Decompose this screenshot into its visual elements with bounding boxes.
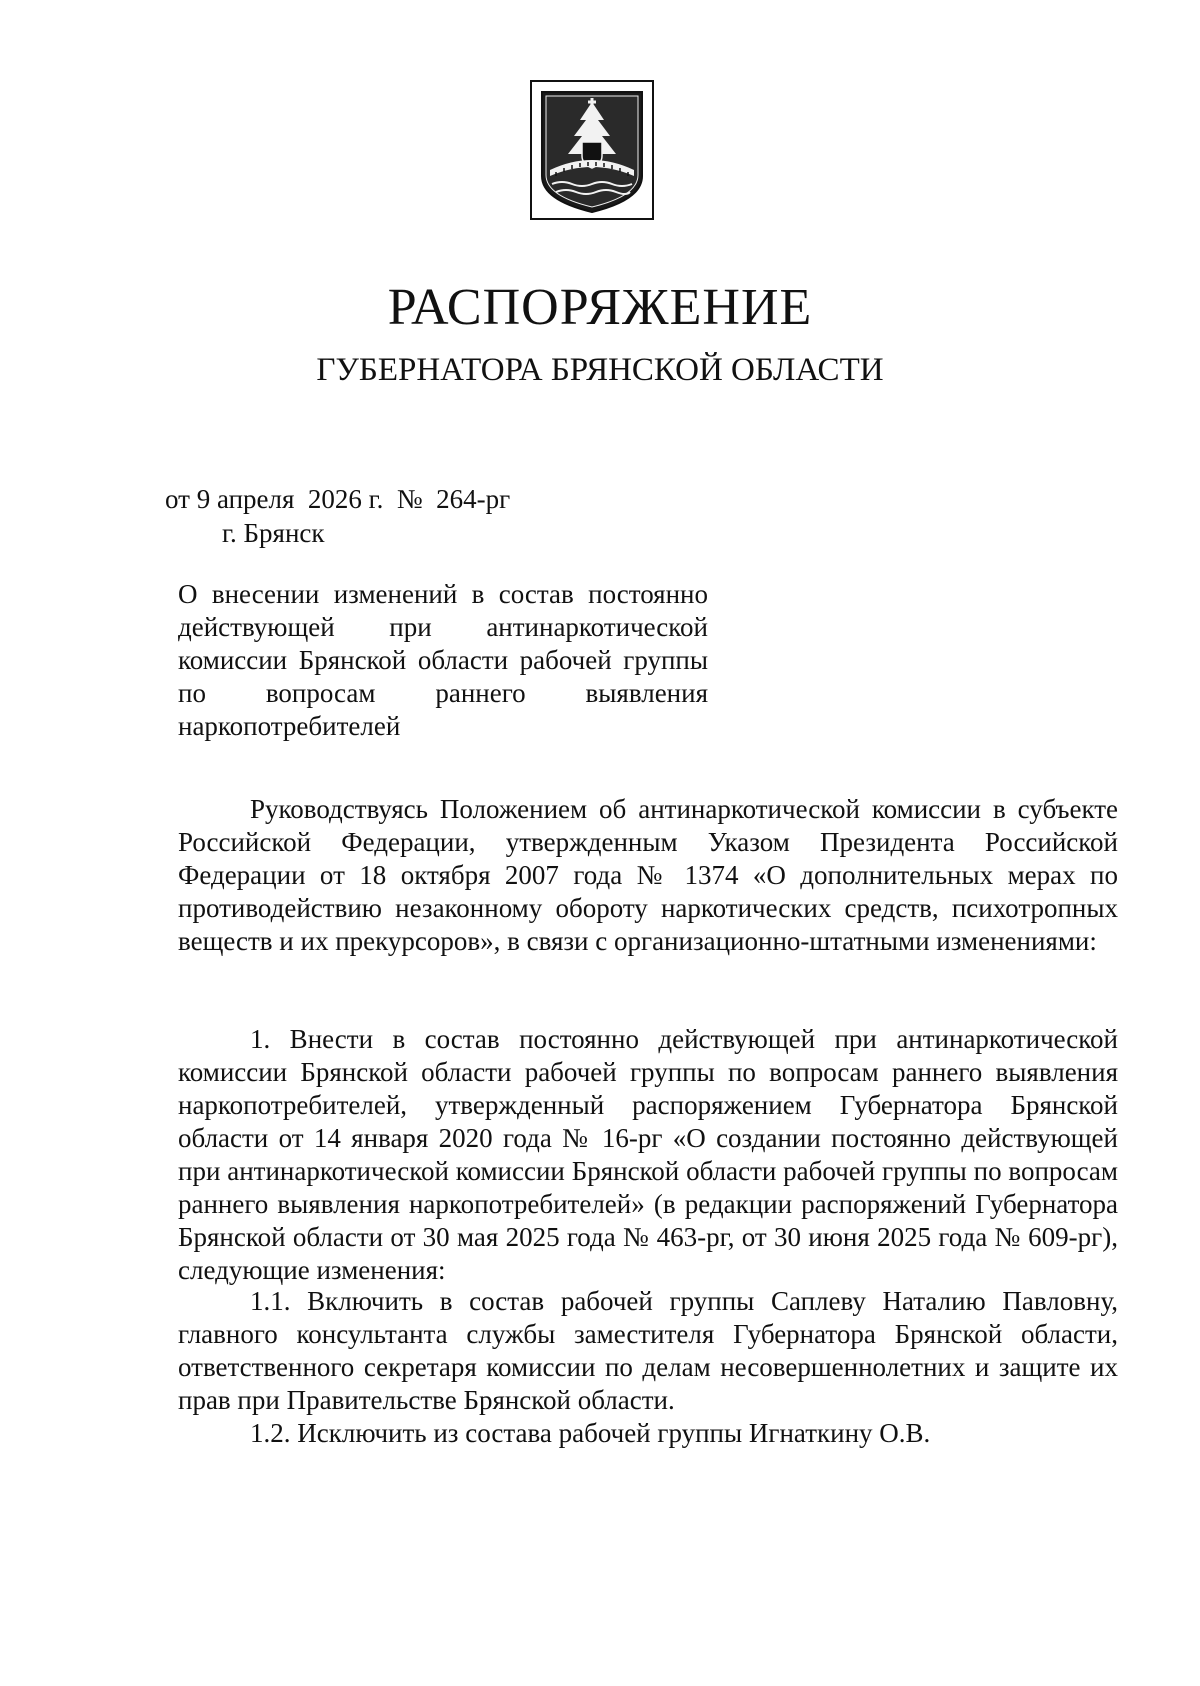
preamble-text: Руководствуясь Положением об антинаркотической комиссии в субъекте Российской Федерации, утвержденным Указом Президента Российской Федерации от 18 октября 2007 года № 1374 «О дополнительных мерах по противодействию незаконному обороту наркотических средств, психотропных веществ и их прекурсоров», в связи с организационно-штатными изменениями: [178, 794, 1118, 956]
item-1-text: 1. Внести в состав постоянно действующей при антинаркотической комиссии Брянской области рабочей группы по вопросам раннего выявления наркопотребителей, утвержденный распоряжением Губернатора Брянской области от 14 января 2020 года № 16-рг «О создании постоянно действующей при антинаркотической комиссии Брянской области рабочей группы по вопросам раннего выявления наркопотребителей» (в редакции распоряжений Губернатора Брянской области от 30 мая 2025 года № 463-рг, от 30 июня 2025 года № 609-рг), следующие изменения: [178, 1024, 1118, 1285]
coat-of-arms-icon [530, 80, 654, 220]
subject-heading: О внесении изменений в состав постоянно действующей при антинаркотической комиссии Брянской области рабочей группы по вопросам раннего выявления наркопотребителей [178, 579, 708, 741]
item-1-2-text: 1.2. Исключить из состава рабочей группы Игнаткину О.В. [250, 1418, 931, 1448]
item-1-1-paragraph [178, 1285, 1118, 1417]
item-1-1-text: 1.1. Включить в состав рабочей группы Саплеву Наталию Павловну, главного консультанта службы заместителя Губернатора Брянской области, ответственного секретаря комиссии по делам несовершеннолетних и защите их прав при Правительстве Брянской области. [178, 1286, 1118, 1415]
preamble-paragraph [178, 793, 1118, 958]
city-line: г. Брянск [222, 518, 325, 548]
document-title: РАСПОРЯЖЕНИЕ [387, 279, 813, 336]
item-1-2-paragraph [178, 1417, 1118, 1450]
document-subtitle: ГУБЕРНАТОРА БРЯНСКОЙ ОБЛАСТИ [316, 352, 884, 388]
item-1-paragraph [178, 1023, 1118, 1287]
date-and-number: от 9 апреля 2026 г. № 264-рг [165, 484, 511, 514]
